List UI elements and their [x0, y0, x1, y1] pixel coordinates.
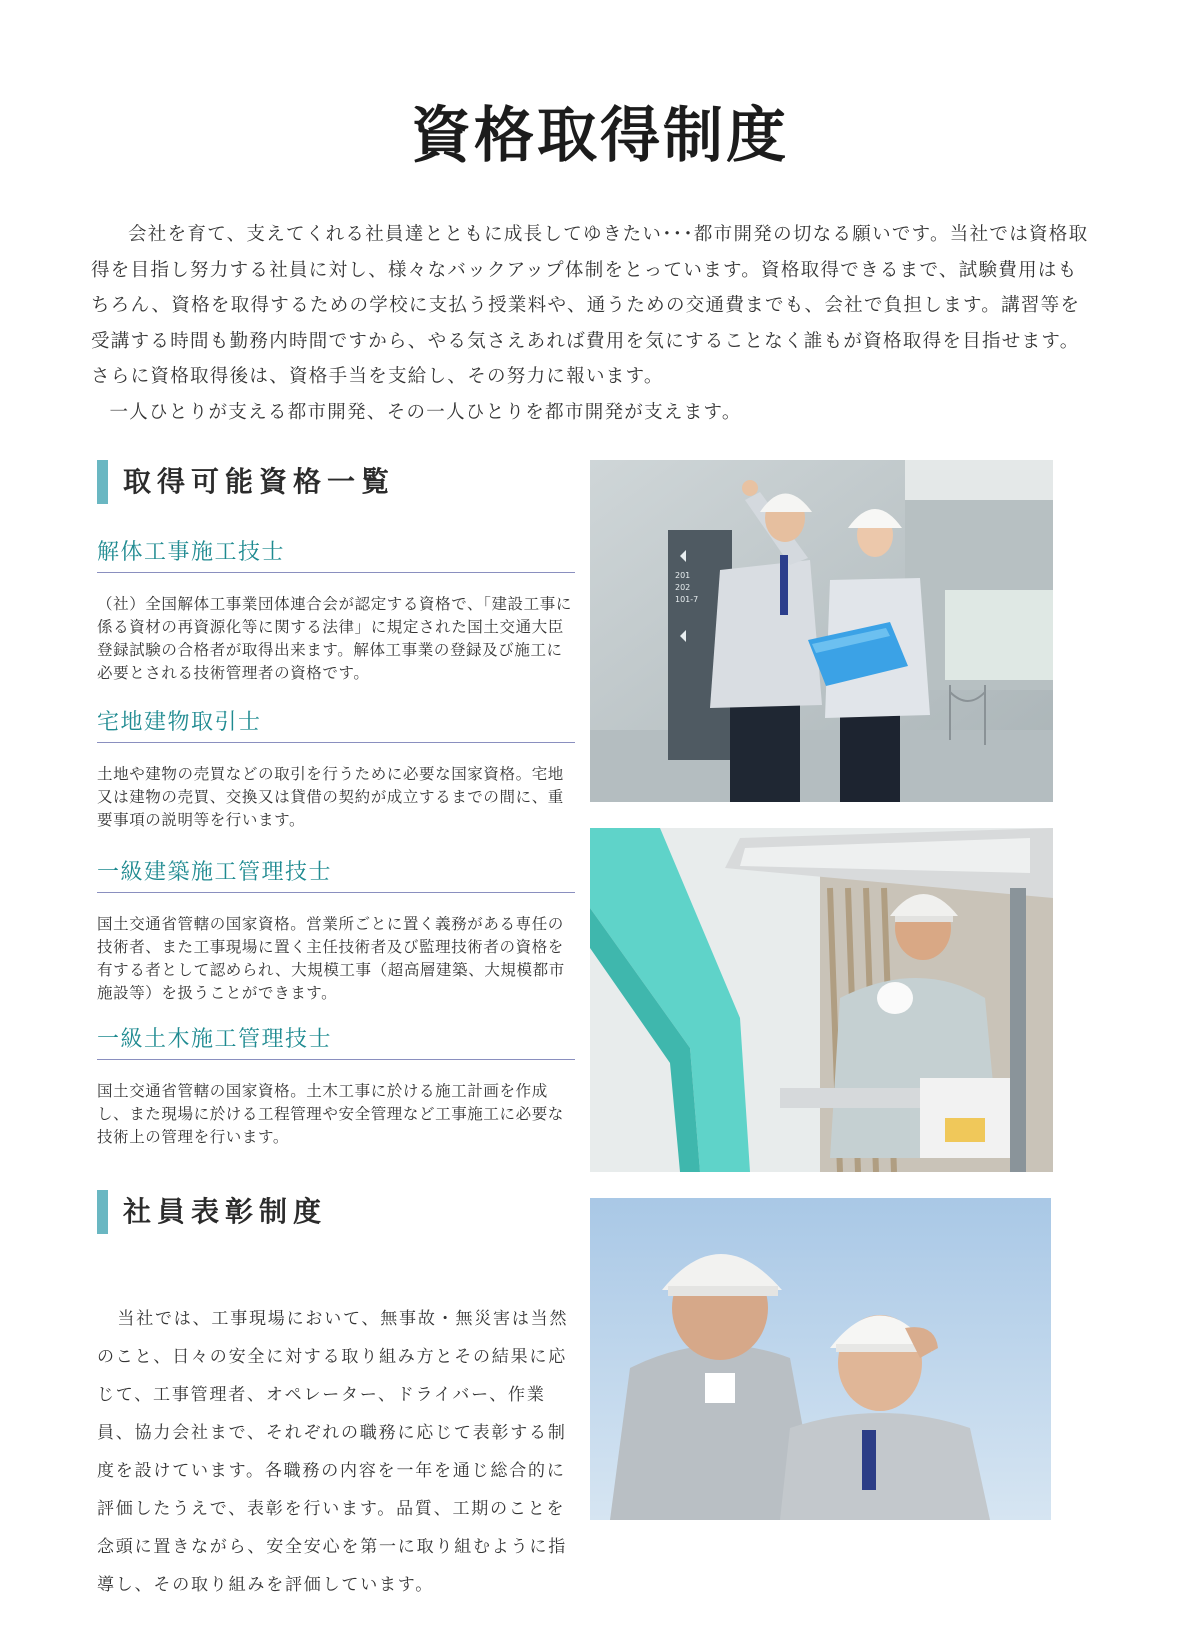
intro-paragraph: 一人ひとりが支える都市開発、その一人ひとりを都市開発が支えます。	[109, 401, 742, 423]
qualification-item	[97, 855, 575, 1005]
photo-workers-blue-sky	[590, 1198, 1051, 1520]
qualification-name: 一級建築施工管理技士	[97, 855, 575, 893]
intro-paragraph: 会社を育て、支えてくれる社員達とともに成長してゆきたい･･･都市開発の切なる願いです。当社では資格取得を目指し努力する社員に対し、様々なバックアップ体制をとっています。資格取得できるまで、試験費用はもちろん、資格を取得するための学校に支払う授業料や、通うための交通費までも、会社で負担します。講習等を受講する時間も勤務内時間ですから、やる気さえあれば費用を気にすることなく誰もが資格取得を目指せます。さらに資格取得後は、資格手当を支給し、その努力に報います。	[91, 224, 1089, 387]
qualifications-heading: 取得可能資格一覧	[97, 460, 395, 504]
sign-room-number: 202	[675, 583, 691, 592]
intro-text	[91, 217, 1091, 430]
qualification-name: 宅地建物取引士	[97, 705, 575, 743]
page-title: 資格取得制度	[411, 101, 789, 171]
photo-workers-with-binder	[590, 460, 1053, 802]
qualification-description: 土地や建物の売買などの取引を行うために必要な国家資格。宅地又は建物の売買、交換又は貸借の契約が成立するまでの間に、重要事項の説明等を行います。	[97, 765, 564, 829]
qualification-description: 国土交通省管轄の国家資格。土木工事に於ける施工計画を作成し、また現場に於ける工程管理や安全管理など工事施工に必要な技術上の管理を行います。	[97, 1082, 564, 1146]
qualification-description: （社）全国解体工事業団体連合会が認定する資格で、「建設工事に係る資材の再資源化等に関する法律」に規定された国土交通大臣登録試験の合格者が取得出来ます。解体工事業の登録及び施工に必要とされる技術管理者の資格です。	[97, 595, 572, 682]
qualification-item	[97, 705, 575, 832]
award-description: 当社では、工事現場において、無事故・無災害は当然のこと、日々の安全に対する取り組み方とその結果に応じて、工事管理者、オペレーター、ドライバー、作業員、協力会社まで、それぞれの職務に応じて表彰する制度を設けています。各職務の内容を一年を通じ総合的に評価したうえで、表彰を行います。品質、工期のことを念頭に置きながら、安全安心を第一に取り組むように指導し、その取り組みを評価しています。	[97, 1309, 569, 1595]
qualification-name: 解体工事施工技士	[97, 535, 575, 573]
qualification-item	[97, 535, 575, 685]
qualification-item	[97, 1022, 575, 1149]
award-heading: 社員表彰制度	[97, 1190, 327, 1234]
qualification-name: 一級土木施工管理技士	[97, 1022, 575, 1060]
sign-room-number: 101-7	[675, 595, 699, 604]
sign-room-number: 201	[675, 571, 691, 580]
qualification-description: 国土交通省管轄の国家資格。営業所ごとに置く義務がある専任の技術者、また工事現場に置く主任技術者及び監理技術者の資格を有する者として認められ、大規模工事（超高層建築、大規模都市施設等）を扱うことができます。	[97, 915, 565, 1002]
photo-excavator-operator	[590, 828, 1053, 1172]
